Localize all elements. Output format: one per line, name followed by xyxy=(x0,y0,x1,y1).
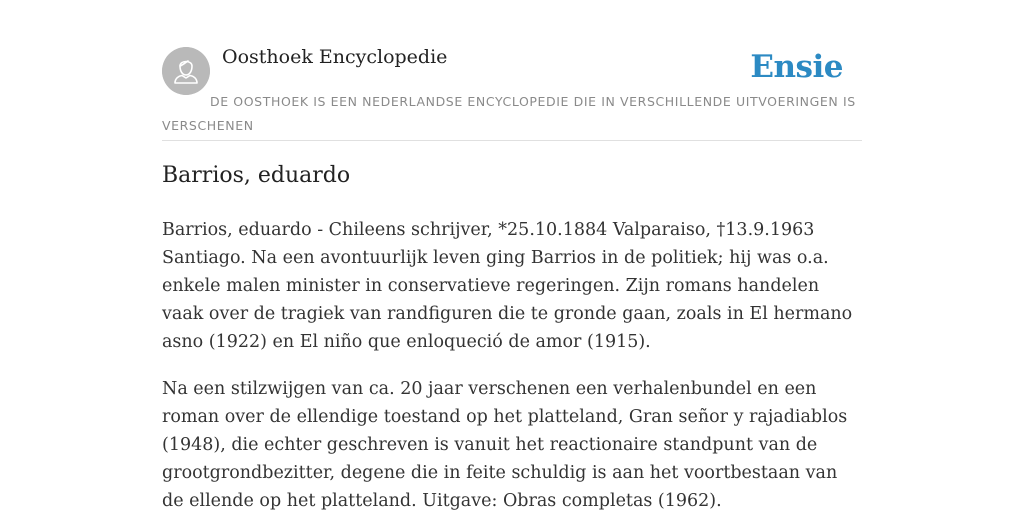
article-paragraph: Barrios, eduardo - Chileens schrijver, *25.10.1884 Valparaiso, †13.9.1963 Santiago. Na een avontuurlijk leven ging Barrios in de politiek; hij was o.a. enkele malen minister in conservatieve regeringen. Zijn romans handelen vaak over de tragiek van randfiguren die te gronde gaan, zoals in El hermano asno (1922) en El niño que enloqueció de amor (1915). xyxy=(162,220,853,352)
content-container xyxy=(162,0,862,511)
article-title: Barrios, eduardo xyxy=(162,163,351,188)
site-name[interactable]: Oosthoek Encyclopedie xyxy=(222,46,448,68)
site-tagline: DE OOSTHOEK IS EEN NEDERLANDSE ENCYCLOPEDIE DIE IN VERSCHILLENDE UITVOERINGEN IS VERSCHENEN xyxy=(162,94,856,133)
header xyxy=(162,0,862,141)
article-paragraph: Na een stilzwijgen van ca. 20 jaar verschenen een verhalenbundel en een roman over de ellendige toestand op het platteland, Gran señor y rajadiablos (1948), die echter geschreven is vanuit het reactionaire standpunt van de grootgrondbezitter, degene die in feite schuldig is aan het voortbestaan van de ellende op het platteland. Uitgave: Obras completas (1962). xyxy=(162,379,848,511)
brand-logo[interactable]: Ensie xyxy=(750,49,843,85)
user-silhouette-icon[interactable] xyxy=(162,47,210,95)
